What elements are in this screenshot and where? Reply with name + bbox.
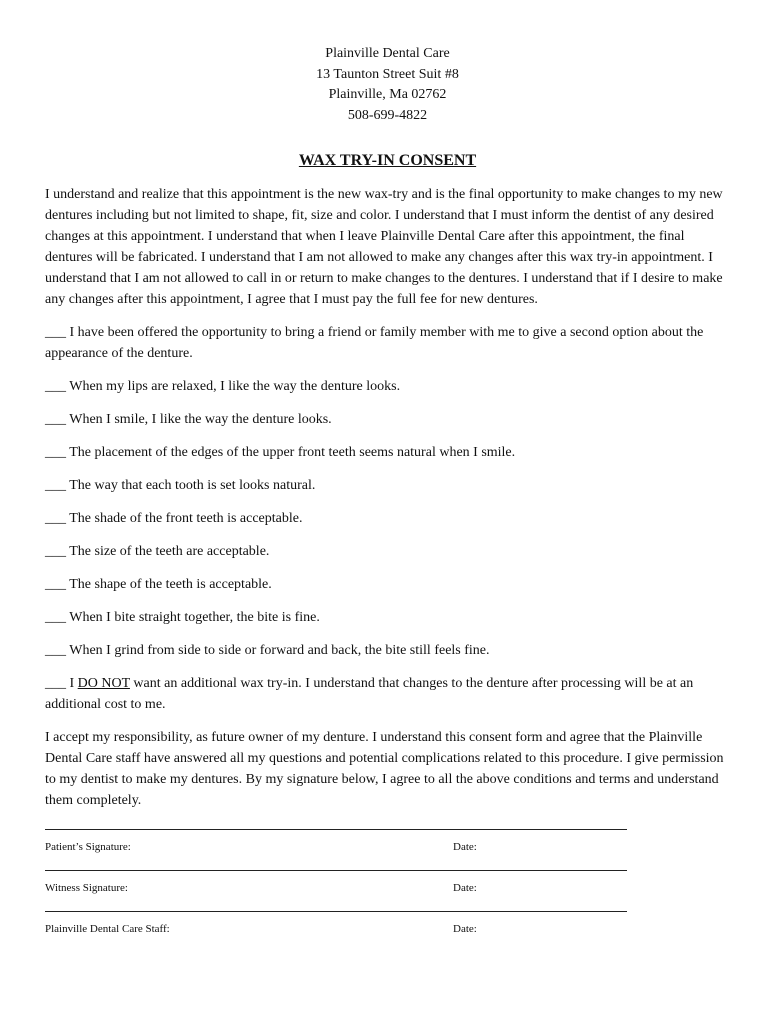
checklist-item xyxy=(45,376,730,397)
checklist-item-text: The way that each tooth is set looks natural. xyxy=(69,478,316,493)
checklist-item-text: I have been offered the opportunity to bring a friend or family member with me to give a second option about the appearance of the denture. xyxy=(45,325,704,361)
patient-signature-label: Patient’s Signature: xyxy=(45,841,131,853)
checklist-item-text: The placement of the edges of the upper front teeth seems natural when I smile. xyxy=(69,445,516,460)
practice-header xyxy=(45,44,730,126)
checklist-item-text: When I grind from side to side or forward and back, the bite still feels fine. xyxy=(69,643,490,658)
checklist-item xyxy=(45,409,730,430)
closing-paragraph: I accept my responsibility, as future owner of my denture. I understand this consent form and agree that the Plainville Dental Care staff have answered all my questions and potential complications related to this procedure. I give permission to my dentist to make my dentures. By my signature below, I agree to all the above conditions and terms and understand them completely. xyxy=(45,730,724,808)
checklist-item xyxy=(45,607,730,628)
witness-signature-label: Witness Signature: xyxy=(45,882,128,894)
signature-block xyxy=(45,829,730,952)
address-line-2: Plainville, Ma 02762 xyxy=(328,87,447,102)
checklist-item xyxy=(45,541,730,562)
checkbox-blank[interactable]: ___ xyxy=(45,610,66,625)
checklist-item-text: want an additional wax try-in. I understand that changes to the denture after processing will be at an additional cost to me. xyxy=(45,676,694,712)
checklist-item xyxy=(45,640,730,661)
intro-paragraph: I understand and realize that this appointment is the new wax-try and is the final opportunity to make changes to my new dentures including but not limited to shape, fit, size and color. I understand that I must inform the dentist of any desired changes at this appointment. I understand that when I leave Plainville Dental Care after this appointment, the final dentures will be fabricated. I understand that I am not allowed to make any changes after this wax try-in appointment. I understand that I am not allowed to call in or return to make changes to the dentures. I understand that if I desire to make any changes after this appointment, I agree that I must pay the full fee for new dentures. xyxy=(45,187,723,307)
checkbox-blank[interactable]: ___ xyxy=(45,511,66,526)
checklist-item xyxy=(45,574,730,595)
date-label: Date: xyxy=(453,923,477,935)
checklist-item-no-additional-try-in xyxy=(45,673,730,715)
checklist-item xyxy=(45,475,730,496)
checklist-item-text: When my lips are relaxed, I like the way the denture looks. xyxy=(69,379,401,394)
checklist-item-text: When I bite straight together, the bite is fine. xyxy=(69,610,320,625)
checklist-item xyxy=(45,508,730,529)
checklist-item-text: The shade of the front teeth is acceptable. xyxy=(69,511,303,526)
checkbox-blank[interactable]: ___ xyxy=(45,577,66,592)
date-label: Date: xyxy=(453,841,477,853)
checkbox-blank[interactable]: ___ xyxy=(45,643,66,658)
staff-signature-label: Plainville Dental Care Staff: xyxy=(45,923,170,935)
checklist-item-text: The shape of the teeth is acceptable. xyxy=(69,577,272,592)
checklist-item xyxy=(45,322,730,364)
phone-number: 508-699-4822 xyxy=(347,107,428,123)
signature-line[interactable] xyxy=(45,870,627,871)
checklist-item xyxy=(45,442,730,463)
checkbox-blank[interactable]: ___ xyxy=(45,325,66,340)
checkbox-blank[interactable]: ___ xyxy=(45,544,66,559)
patient-signature-row[interactable] xyxy=(45,829,730,870)
form-title: WAX TRY-IN CONSENT xyxy=(298,152,477,169)
do-not-emphasis: DO NOT xyxy=(77,676,130,691)
signature-line[interactable] xyxy=(45,829,627,830)
address-line-1: 13 Taunton Street Suit #8 xyxy=(316,66,459,82)
practice-name: Plainville Dental Care xyxy=(325,46,450,61)
witness-signature-row[interactable] xyxy=(45,870,730,911)
checkbox-blank[interactable]: ___ xyxy=(45,379,66,394)
date-label: Date: xyxy=(453,882,477,894)
checklist-item-prefix: I xyxy=(69,676,78,691)
signature-line[interactable] xyxy=(45,911,627,912)
checkbox-blank[interactable]: ___ xyxy=(45,478,66,493)
checklist-item-text: When I smile, I like the way the denture looks. xyxy=(69,412,332,427)
staff-signature-row[interactable] xyxy=(45,911,730,952)
checklist-item-text: The size of the teeth are acceptable. xyxy=(69,544,270,559)
checkbox-blank[interactable]: ___ xyxy=(45,412,66,427)
consent-checklist xyxy=(45,322,730,715)
checkbox-blank[interactable]: ___ xyxy=(45,676,66,691)
checkbox-blank[interactable]: ___ xyxy=(45,445,66,460)
